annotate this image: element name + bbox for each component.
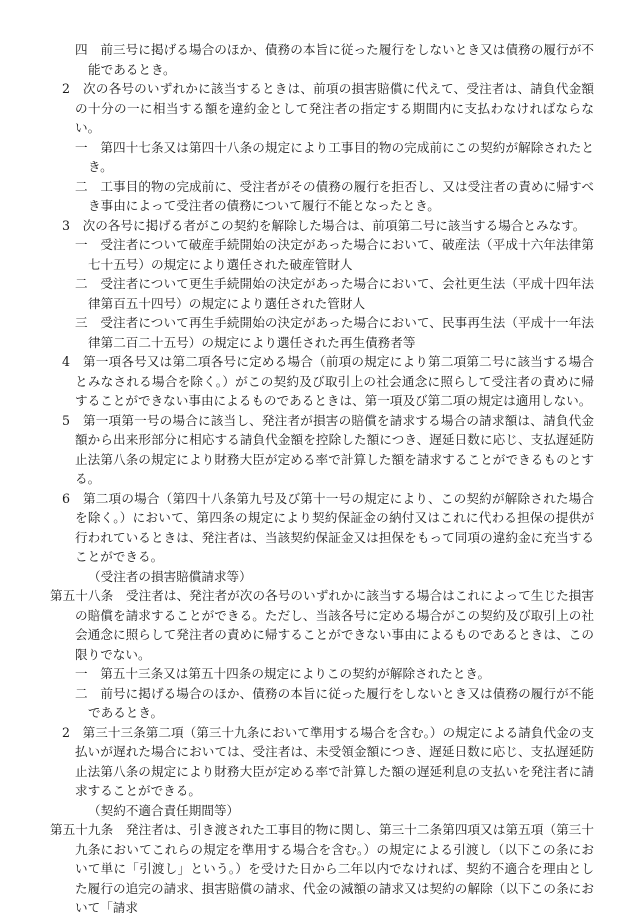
paragraph-3-item-1: 一 受注者について破産手続開始の決定があった場合において、破産法（平成十六年法律第七十五号）の規定により選任された破産管財人 <box>75 237 594 272</box>
article-58: 第五十八条 受注者は、発注者が次の各号のいずれかに該当する場合はこれによって生じた損害の賠償を請求することができる。ただし、当該各号に定める場合がこの契約及び取引上の社会通念に照らして発注者の責めに帰することができない事由によるものであるときは、この限りでない。 <box>50 588 594 662</box>
paragraph-6: 6 第二項の場合（第四十八条第九号及び第十一号の規定により、この契約が解除された場合を除く。）において、第四条の規定により契約保証金の納付又はこれに代わる担保の提供が行われているときは、発注者は、当該契約保証金又は担保をもって同項の違約金に充当することができる。 <box>62 490 594 564</box>
paragraph-2-item-2: 二 工事目的物の完成前に、受注者がその債務の履行を拒否し、又は受注者の責めに帰すべき事由によって受注者の債務について履行不能となったとき。 <box>75 178 594 213</box>
document-page <box>50 40 594 918</box>
article-59: 第五十九条 発注者は、引き渡された工事目的物に関し、第三十二条第四項又は第五項（第三十九条においてこれらの規定を準用する場合を含む。）の規定による引渡し（以下この条において単に「引渡し」という。）を受けた日から二年以内でなければ、契約不適合を理由とした履行の追完の請求、損害賠償の請求、代金の減額の請求又は契約の解除（以下この条において「請求 <box>50 822 594 915</box>
paragraph-4: 4 第一項各号又は第二項各号に定める場合（前項の規定により第二項第二号に該当する場合とみなされる場合を除く。）がこの契約及び取引上の社会通念に照らして受注者の責めに帰することができない事由によるものであるときは、第一項及び第二項の規定は適用しない。 <box>62 354 594 408</box>
item-four: 四 前三号に掲げる場合のほか、債務の本旨に従った履行をしないとき又は債務の履行が不能であるとき。 <box>75 42 594 77</box>
article-58-caption: （受注者の損害賠償請求等） <box>88 568 252 584</box>
paragraph-5: 5 第一項第一号の場合に該当し、発注者が損害の賠償を請求する場合の請求額は、請負代金額から出来形部分に相応する請負代金額を控除した額につき、遅延日数に応じ、支払遅延防止法第八条の規定により財務大臣が定める率で計算した額を請求することができるものとする。 <box>62 412 594 486</box>
article-58-paragraph-2: 2 第三十三条第二項（第三十九条において準用する場合を含む。）の規定による請負代金の支払いが遅れた場合においては、受注者は、未受領金額につき、遅延日数に応じ、支払遅延防止法第八条の規定により財務大臣が定める率で計算した額の遅延利息の支払いを発注者に請求することができる。 <box>62 724 594 798</box>
paragraph-3-item-3: 三 受注者について再生手続開始の決定があった場合において、民事再生法（平成十一年法律第二百二十五号）の規定により選任された再生債務者等 <box>75 315 594 350</box>
article-58-item-2: 二 前号に掲げる場合のほか、債務の本旨に従った履行をしないとき又は債務の履行が不能であるとき。 <box>75 685 594 720</box>
article-58-item-1: 一 第五十三条又は第五十四条の規定によりこの契約が解除されたとき。 <box>75 666 491 681</box>
article-59-caption: （契約不適合責任期間等） <box>88 802 240 818</box>
paragraph-3-item-2: 二 受注者について更生手続開始の決定があった場合において、会社更生法（平成十四年法律第百五十四号）の規定により選任された管財人 <box>75 276 594 311</box>
paragraph-3: 3 次の各号に掲げる者がこの契約を解除した場合は、前項第二号に該当する場合とみなす。 <box>62 217 586 233</box>
paragraph-2-item-1: 一 第四十七条又は第四十八条の規定により工事目的物の完成前にこの契約が解除されたとき。 <box>75 139 594 174</box>
paragraph-2: 2 次の各号のいずれかに該当するときは、前項の損害賠償に代えて、受注者は、請負代金額の十分の一に相当する額を違約金として発注者の指定する期間内に支払わなければならない。 <box>62 81 594 135</box>
